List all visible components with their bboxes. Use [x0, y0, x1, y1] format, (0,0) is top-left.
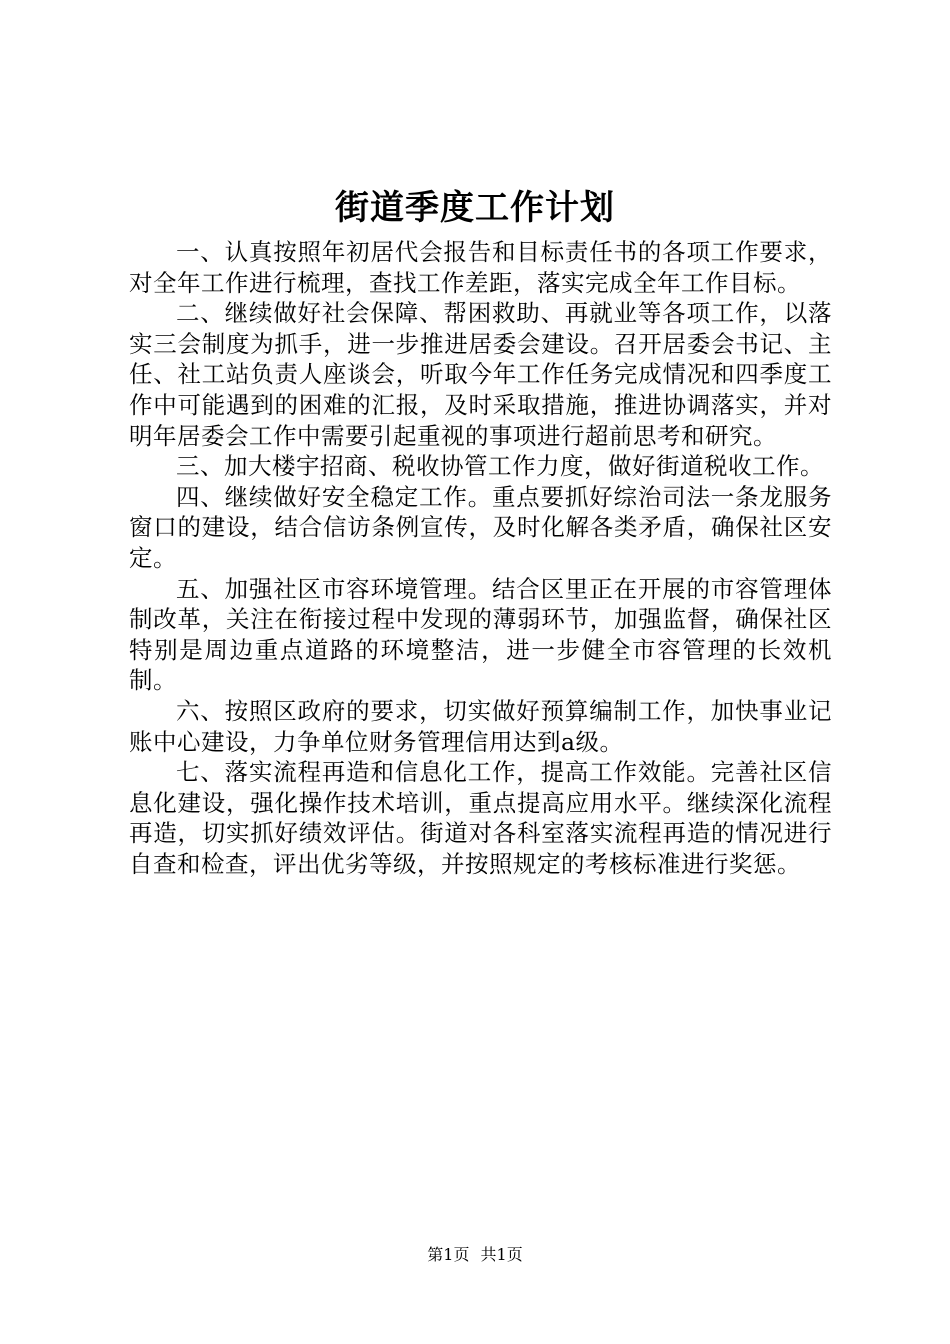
- paragraph-1: 一、认真按照年初居代会报告和目标责任书的各项工作要求，对全年工作进行梳理，查找工作差距，落实完成全年工作目标。: [129, 238, 832, 297]
- paragraph-5: 五、加强社区市容环境管理。结合区里正在开展的市容管理体制改革，关注在衔接过程中发现的薄弱环节，加强监督，确保社区特别是周边重点道路的环境整洁，进一步健全市容管理的长效机制。: [129, 574, 832, 695]
- paragraph-2: 二、继续做好社会保障、帮困救助、再就业等各项工作，以落实三会制度为抓手，进一步推进居委会建设。召开居委会书记、主任、社工站负责人座谈会，听取今年工作任务完成情况和四季度工作中可能遇到的困难的汇报，及时采取措施，推进协调落实，并对明年居委会工作中需要引起重视的事项进行超前思考和研究。: [129, 299, 832, 450]
- paragraph-4: 四、继续做好安全稳定工作。重点要抓好综治司法一条龙服务窗口的建设，结合信访条例宣传，及时化解各类矛盾，确保社区安定。: [129, 482, 832, 572]
- page-number-current: 第1页: [427, 1245, 470, 1264]
- page-number-total: 共1页: [480, 1245, 523, 1264]
- paragraph-6: 六、按照区政府的要求，切实做好预算编制工作，加快事业记账中心建设，力争单位财务管理信用达到a级。: [129, 696, 832, 756]
- document-body: [129, 237, 832, 879]
- page-footer: [0, 1244, 950, 1266]
- paragraph-7: 七、落实流程再造和信息化工作，提高工作效能。完善社区信息化建设，强化操作技术培训，重点提高应用水平。继续深化流程再造，切实抓好绩效评估。街道对各科室落实流程再造的情况进行自查和检查，评出优劣等级，并按照规定的考核标准进行奖惩。: [129, 758, 832, 878]
- document-title: 街道季度工作计划: [335, 188, 615, 228]
- paragraph-3: 三、加大楼宇招商、税收协管工作力度，做好街道税收工作。: [176, 452, 824, 481]
